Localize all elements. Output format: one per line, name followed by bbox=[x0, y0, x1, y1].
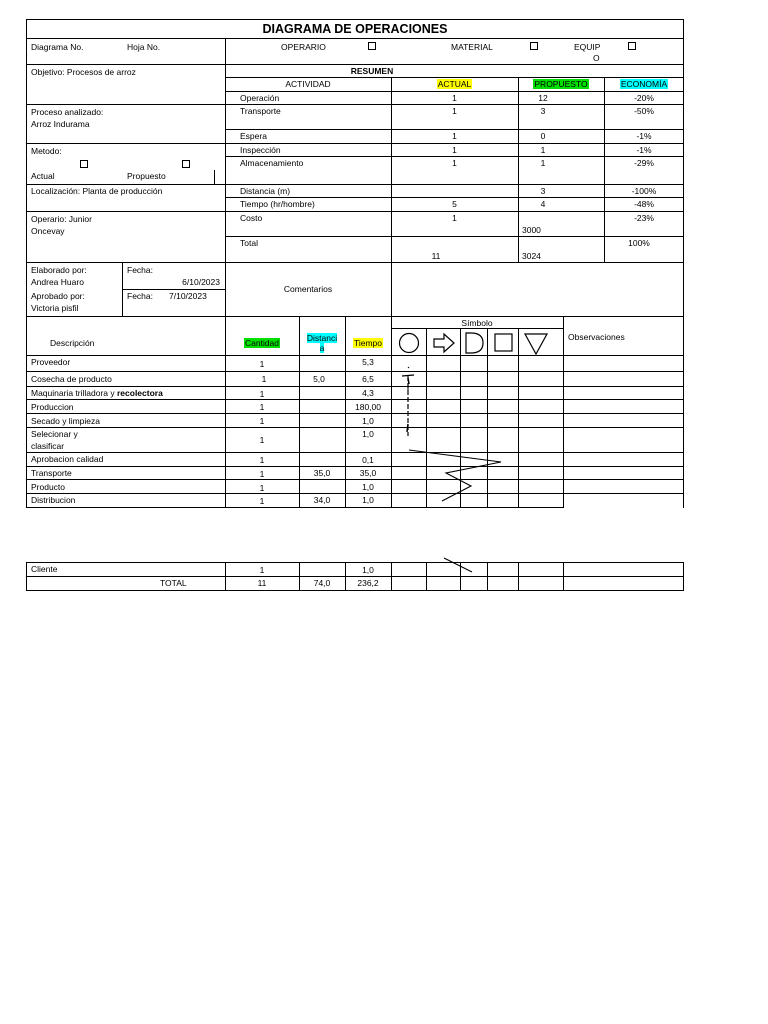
resumen-row-label: Inspección bbox=[240, 145, 281, 155]
resumen-row-propuesto: 4 bbox=[540, 199, 546, 209]
detail-row-tiempo: 1,0 bbox=[362, 416, 374, 426]
detail-row-cant: 1 bbox=[259, 416, 265, 426]
equipo-checkbox[interactable] bbox=[628, 42, 636, 50]
elaborado-label: Elaborado por: bbox=[31, 265, 87, 275]
metodo-label: Metodo: bbox=[31, 146, 62, 156]
resumen-row-propuesto: 3 bbox=[540, 186, 546, 196]
resumen-title: RESUMEN bbox=[350, 66, 394, 76]
arrow-right-icon bbox=[434, 334, 454, 352]
resumen-row-propuesto: 3024 bbox=[522, 251, 541, 261]
resumen-row-actual: 5 bbox=[452, 199, 457, 209]
resumen-row-propuesto: 3000 bbox=[522, 225, 541, 235]
elaborado-name: Andrea Huaro bbox=[31, 277, 84, 287]
total-label: TOTAL bbox=[160, 578, 187, 588]
detail-row-cant: 1 bbox=[259, 483, 265, 493]
d-shape-icon bbox=[466, 333, 483, 353]
propuesto-header: PROPUESTO bbox=[534, 79, 588, 89]
cliente-cant: 1 bbox=[259, 565, 265, 575]
detail-row-tiempo: 35,0 bbox=[359, 468, 377, 478]
cantidad-header: Cantidad bbox=[244, 338, 280, 348]
circle-icon bbox=[400, 334, 419, 353]
actual-header: ACTUAL bbox=[437, 79, 472, 89]
resumen-row-actual: 11 bbox=[431, 251, 441, 261]
resumen-row-label: Total bbox=[240, 238, 258, 248]
detail-row-tiempo: 1,0 bbox=[362, 482, 374, 492]
resumen-row-economia: -48% bbox=[634, 199, 654, 209]
actividad-header: ACTIVIDAD bbox=[285, 79, 331, 89]
operario-checkbox[interactable] bbox=[368, 42, 376, 50]
operario-line2: Oncevay bbox=[31, 226, 65, 236]
detail-row-cant: 1 bbox=[259, 455, 265, 465]
actual-label: Actual bbox=[31, 171, 55, 181]
resumen-row-actual: 1 bbox=[452, 131, 457, 141]
resumen-row-propuesto: 3 bbox=[540, 106, 546, 116]
symbol-icons-row bbox=[391, 328, 564, 356]
total-dist: 74,0 bbox=[313, 578, 331, 588]
resumen-row-economia: -1% bbox=[636, 145, 652, 155]
proceso-label: Proceso analizado: bbox=[31, 107, 104, 117]
detail-row-dist: 34,0 bbox=[313, 495, 331, 505]
flow-connector-lines bbox=[391, 356, 564, 508]
detail-row-tiempo: 180,00 bbox=[355, 402, 381, 412]
fecha1-value: 6/10/2023 bbox=[182, 277, 220, 287]
cliente-tiempo: 1,0 bbox=[362, 565, 374, 575]
triangle-down-icon bbox=[525, 334, 547, 354]
actual-checkbox[interactable] bbox=[80, 160, 88, 168]
resumen-row-label: Operación bbox=[240, 93, 280, 103]
detail-row-desc-line2: clasificar bbox=[31, 441, 65, 451]
propuesto-label: Propuesto bbox=[127, 171, 166, 181]
localizacion-text: Localización: Planta de producción bbox=[31, 186, 163, 196]
detail-row-dist: 35,0 bbox=[313, 468, 331, 478]
simbolo-header: Símbolo bbox=[461, 318, 493, 328]
equipo-label-line2: O bbox=[593, 53, 600, 63]
square-icon bbox=[495, 334, 512, 351]
equipo-label-line1: EQUIP bbox=[574, 42, 601, 52]
resumen-row-label: Almacenamiento bbox=[240, 158, 304, 168]
resumen-row-propuesto: 0 bbox=[540, 131, 546, 141]
resumen-row-propuesto: 1 bbox=[540, 158, 546, 168]
detail-row-desc: Producto bbox=[31, 482, 66, 492]
tiempo-header: Tiempo bbox=[353, 338, 383, 348]
detail-row-cant: 1 bbox=[259, 496, 265, 506]
detail-row-desc: Aprobacion calidad bbox=[31, 454, 104, 464]
resumen-row-actual: 1 bbox=[452, 93, 457, 103]
distancia-header-line1: Distanci bbox=[306, 333, 338, 343]
detail-row-desc: Transporte bbox=[31, 468, 72, 478]
resumen-row-label: Distancia (m) bbox=[240, 186, 291, 196]
total-tiempo: 236,2 bbox=[357, 578, 379, 588]
proceso-value: Arroz Indurama bbox=[31, 119, 90, 129]
detail-row-desc-line1: Selecionar y bbox=[31, 429, 78, 439]
resumen-row-economia: 100% bbox=[628, 238, 650, 248]
detail-row-cant: 1 bbox=[259, 389, 265, 399]
economia-header: ECONOMÍA bbox=[620, 79, 668, 89]
resumen-row-economia: -100% bbox=[631, 186, 657, 196]
detail-row-desc: Secado y limpieza bbox=[31, 416, 100, 426]
page-title: DIAGRAMA DE OPERACIONES bbox=[262, 22, 448, 36]
detail-row-cant: 1 bbox=[259, 359, 265, 369]
detail-row-cant: 1 bbox=[259, 402, 265, 412]
detail-row-dist: 5,0 bbox=[313, 374, 325, 384]
hoja-no-label: Hoja No. bbox=[127, 42, 161, 52]
detail-row-cant: 1 bbox=[259, 435, 265, 445]
resumen-row-propuesto: 12 bbox=[538, 93, 548, 103]
resumen-row-economia: -50% bbox=[634, 106, 654, 116]
detail-row-cant: 1 bbox=[261, 374, 267, 384]
detail-row-cant: 1 bbox=[259, 469, 265, 479]
detail-row-tiempo: 5,3 bbox=[362, 357, 374, 367]
resumen-row-propuesto: 1 bbox=[540, 145, 546, 155]
resumen-row-economia: -23% bbox=[634, 213, 654, 223]
distancia-header-line2: a bbox=[319, 343, 325, 353]
observaciones-header: Observaciones bbox=[568, 332, 625, 342]
total-cant: 11 bbox=[257, 578, 267, 588]
aprobado-label: Aprobado por: bbox=[31, 291, 85, 301]
detail-row-tiempo: 4,3 bbox=[362, 388, 374, 398]
frame-top bbox=[26, 19, 684, 20]
fecha2-value: 7/10/2023 bbox=[169, 291, 207, 301]
detail-row-tiempo: 6,5 bbox=[362, 374, 374, 384]
detail-row-desc: Cosecha de producto bbox=[31, 374, 112, 384]
resumen-row-actual: 1 bbox=[452, 213, 457, 223]
operario-line1: Operario: Junior bbox=[31, 214, 92, 224]
descripcion-header: Descripción bbox=[50, 338, 95, 348]
diagrama-no-label: Diagrama No. bbox=[31, 42, 84, 52]
resumen-row-label: Transporte bbox=[240, 106, 281, 116]
material-label: MATERIAL bbox=[451, 42, 493, 52]
resumen-row-label: Tiempo (hr/hombre) bbox=[240, 199, 315, 209]
propuesto-checkbox[interactable] bbox=[182, 160, 190, 168]
resumen-row-economia: -29% bbox=[634, 158, 654, 168]
detail-row-desc: Maquinaria trilladora y recolectora bbox=[31, 388, 163, 398]
resumen-row-actual: 1 bbox=[452, 106, 457, 116]
objetivo-text: Objetivo: Procesos de arroz bbox=[31, 67, 136, 77]
fecha1-label: Fecha: bbox=[127, 265, 153, 275]
detail-row-tiempo: 1,0 bbox=[362, 495, 374, 505]
detail-row-desc: Proveedor bbox=[31, 357, 71, 367]
resumen-row-actual: 1 bbox=[452, 145, 457, 155]
frame-left bbox=[26, 19, 27, 508]
resumen-row-economia: -20% bbox=[634, 93, 654, 103]
operario-label: OPERARIO bbox=[281, 42, 326, 52]
detail-row-tiempo: 0,1 bbox=[362, 455, 374, 465]
aprobado-name: Victoria pisfil bbox=[31, 303, 79, 313]
resumen-row-actual: 1 bbox=[452, 158, 457, 168]
detail-row-desc: Produccion bbox=[31, 402, 74, 412]
material-checkbox[interactable] bbox=[530, 42, 538, 50]
resumen-row-label: Espera bbox=[240, 131, 267, 141]
resumen-row-label: Costo bbox=[240, 213, 263, 223]
detail-row-desc: Distribucion bbox=[31, 495, 76, 505]
cliente-flow-connector bbox=[440, 556, 480, 576]
cliente-desc: Cliente bbox=[31, 564, 58, 574]
resumen-row-economia: -1% bbox=[636, 131, 652, 141]
detail-row-tiempo: 1,0 bbox=[362, 429, 374, 439]
comentarios-label: Comentarios bbox=[283, 284, 333, 294]
fecha2-label: Fecha: bbox=[127, 291, 153, 301]
